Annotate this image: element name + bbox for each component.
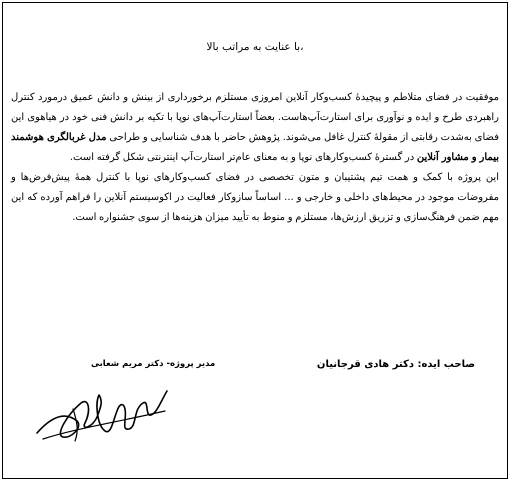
paragraph-1-text-b: در گسترهٔ کسب‌وکارهای نوپا و به معنای عام‌تر استارت‌آپ اینترنتی شکل گرفته است.: [69, 152, 415, 163]
paragraph-1: [11, 88, 499, 168]
idea-owner-signature-label: صاحب ایده: دکتر هادی قرجانیان: [316, 359, 475, 370]
model-title: مدل غربالگری هوشمند بیمار و مشاور آنلاین: [11, 132, 499, 163]
project-manager-signature-label: مدیر پروژه- دکتر مریم شعابی: [91, 359, 216, 369]
paragraph-1-text-a: موفقیت در فضای متلاطم و پیچیدهٔ کسب‌وکار آنلاین امروزی مستلزم برخورداری از بینش و دانش عمیق درمورد کنترل راهبردی طرح و ایده و نوآوری برای استارت‌آپ‌هاست. بعضاً استارت‌آپ‌های نوپا با تکیه بر دانش فنی خود در هیاهوی این فضای به‌شدت رقابتی از مقولهٔ کنترل غافل می‌شوند. پژوهش حاضر با هدف شناسایی و طراحی: [11, 92, 499, 143]
letter-page: [2, 2, 508, 479]
salutation: با عنایت به مراتب بالا،: [206, 41, 304, 53]
paragraph-2: این پروژه با کمک و همت تیم پشتیبان و متون تخصصی در فضای کسب‌وکارهای نوپا با کنترل همهٔ پیش‌فرض‌ها و مفروضات موجود در محیط‌های داخلی و خارجی و ... اساساً سازوکار فعالیت در اکوسیستم آنلاین را فراهم آورده که این مهم ضمن فرهنگ‌سازی و تزریق ارزش‌ها، مستلزم و منوط به تأیید میزان هزینه‌ها از سوی جشنواره است.: [11, 172, 499, 223]
letter-body: [11, 88, 499, 228]
handwritten-signature-icon: [33, 381, 183, 447]
